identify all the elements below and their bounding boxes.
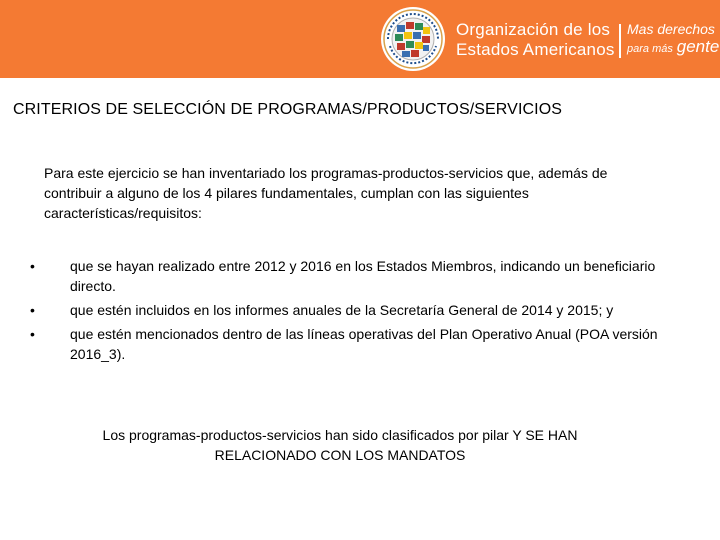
criterion-text: que estén mencionados dentro de las líneas operativas del Plan Operativo Anual (POA versión 2016_3). xyxy=(70,326,658,362)
criterion-text: que estén incluidos en los informes anuales de la Secretaría General de 2014 y 2015; y xyxy=(70,302,614,318)
tagline-line2 xyxy=(627,38,719,58)
org-name-line1: Organización de los xyxy=(456,20,611,39)
bullet-icon: • xyxy=(30,326,35,342)
org-name-line2: Estados Americanos xyxy=(456,40,615,59)
conclusion-text: Los programas-productos-servicios han sido clasificados por pilar Y SE HAN RELACIONADO CON LOS MANDATOS xyxy=(102,427,578,463)
list-item xyxy=(30,324,680,364)
criteria-list xyxy=(30,256,680,368)
tagline-para-mas: para más xyxy=(627,43,673,55)
bullet-icon: • xyxy=(30,302,35,318)
list-item xyxy=(30,300,680,320)
intro-paragraph: Para este ejercicio se han inventariado los programas-productos-servicios que, además de contribuir a alguno de los 4 pilares fundamentales, cumplan con las siguientes características/requisitos: xyxy=(44,165,608,221)
tagline-gente: gente xyxy=(676,37,720,56)
criterion-text: que se hayan realizado entre 2012 y 2016 en los Estados Miembros, indicando un beneficiario directo. xyxy=(70,258,656,294)
header-divider xyxy=(619,24,621,58)
tagline-line1: Mas derechos xyxy=(627,21,715,37)
org-name xyxy=(456,20,615,60)
slide-title: CRITERIOS DE SELECCIÓN DE PROGRAMAS/PRODUCTOS/SERVICIOS xyxy=(13,101,563,118)
header-band xyxy=(0,0,720,78)
oas-seal-icon xyxy=(380,6,446,72)
tagline xyxy=(627,21,719,58)
bullet-icon: • xyxy=(30,258,35,274)
list-item xyxy=(30,256,680,296)
